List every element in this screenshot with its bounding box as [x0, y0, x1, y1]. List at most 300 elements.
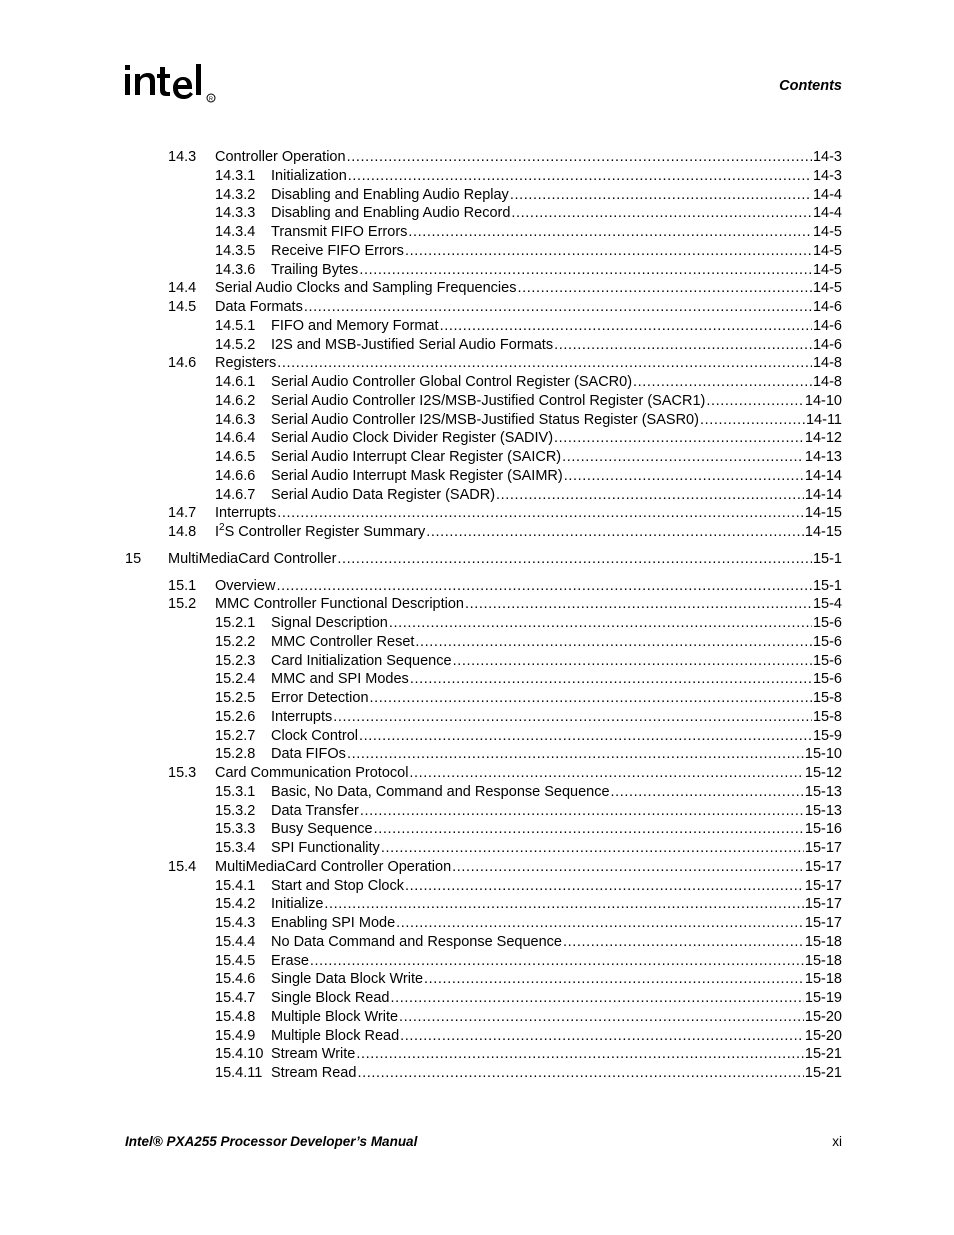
toc-entry-number: 15.2.8: [215, 746, 256, 763]
toc-entry-line: [168, 550, 842, 569]
toc-leader-dots: [359, 261, 812, 280]
toc-entry-page: 14-14: [804, 467, 842, 484]
toc-leader-dots: [374, 820, 804, 839]
toc-entry-page: 14-11: [805, 411, 842, 428]
toc-entry[interactable]: [0, 858, 954, 877]
intel-logo-icon: [122, 58, 222, 114]
toc-entry-line: [215, 523, 842, 542]
toc-entry-page: 14-3: [812, 167, 842, 184]
toc-entry[interactable]: [0, 708, 954, 727]
toc-entry-line: [215, 354, 842, 373]
toc-entry-number: 14.3.5: [215, 242, 256, 259]
toc-entry-number: 15.4.3: [215, 915, 256, 931]
toc-entry-number: 14.5.2: [215, 336, 256, 353]
toc-leader-dots: [310, 952, 804, 971]
toc-entry[interactable]: [0, 317, 954, 336]
toc-entry-title: MMC Controller Functional Description: [215, 596, 464, 613]
toc-entry-number: 15.4.5: [215, 952, 256, 969]
toc-entry-page: 15-12: [804, 765, 842, 781]
toc-entry[interactable]: [0, 652, 954, 671]
toc-entry-title: Stream Read: [271, 1065, 357, 1081]
toc-entry-line: [271, 895, 842, 914]
toc-entry-number: 15.2.5: [215, 690, 256, 706]
toc-entry-page: 15-6: [812, 633, 842, 650]
toc-entry-page: 15-6: [812, 615, 842, 631]
toc-entry-title: Trailing Bytes: [271, 261, 359, 278]
toc-entry[interactable]: [0, 550, 954, 569]
toc-entry-title-prefix: I: [215, 524, 220, 540]
toc-entry-line: [271, 373, 842, 392]
footer-page-number: xi: [832, 1134, 842, 1149]
toc-entry-title: FIFO and Memory Format: [271, 317, 439, 334]
toc-entry-page: 15-17: [804, 915, 842, 931]
toc-entry-line: [215, 595, 842, 614]
toc-entry[interactable]: [0, 933, 954, 952]
toc-entry-page: 14-15: [804, 524, 842, 540]
toc-entry-line: [271, 633, 842, 652]
toc-entry-line: [271, 689, 842, 708]
toc-entry-line: [271, 652, 842, 671]
toc-entry-line: [271, 877, 842, 896]
toc-leader-dots: [357, 1064, 803, 1083]
toc-entry[interactable]: [0, 614, 954, 633]
toc-entry-line: [215, 298, 842, 317]
toc-entry-title: Enabling SPI Mode: [271, 915, 396, 931]
toc-entry[interactable]: [0, 448, 954, 467]
toc-entry-number: 14.6: [168, 355, 197, 372]
toc-entry-title: Stream Write: [271, 1046, 356, 1063]
toc-entry-title: SPI Functionality: [271, 840, 380, 856]
toc-leader-dots: [391, 989, 804, 1008]
toc-entry-number: 15.3.1: [215, 783, 256, 800]
toc-entry-line: [271, 261, 842, 280]
toc-entry-line: [271, 411, 842, 430]
toc-entry-number: 15.4: [168, 858, 197, 875]
toc-entry-page: 14-15: [804, 505, 842, 522]
toc-entry-number: 15.3.3: [215, 821, 256, 838]
toc-entry-title: Overview: [215, 577, 276, 594]
toc-entry-title: No Data Command and Response Sequence: [271, 933, 562, 950]
toc-entry-line: [271, 448, 842, 467]
toc-entry-title: Basic, No Data, Command and Response Sequence: [271, 783, 610, 800]
toc-entry-line: [271, 708, 842, 727]
toc-entry[interactable]: [0, 764, 954, 783]
toc-entry-page: 14-10: [804, 392, 842, 409]
toc-leader-dots: [510, 186, 812, 205]
toc-entry-line: [271, 1045, 842, 1064]
toc-entry-title: MMC Controller Reset: [271, 633, 415, 650]
toc-entry[interactable]: [0, 745, 954, 764]
toc-entry-number: 15.1: [168, 577, 197, 594]
toc-entry-line: [215, 279, 842, 298]
toc-entry-title: Multiple Block Read: [271, 1027, 400, 1044]
toc-entry-page: 15-20: [804, 1008, 842, 1025]
toc-leader-dots: [360, 802, 804, 821]
toc-entry[interactable]: [0, 670, 954, 689]
toc-entry-number: 15.3: [168, 765, 197, 781]
toc-entry-line: [271, 167, 842, 186]
toc-entry[interactable]: [0, 1008, 954, 1027]
toc-entry-title: Signal Description: [271, 615, 388, 631]
toc-entry-page: 14-6: [812, 317, 842, 334]
toc-leader-dots: [453, 652, 812, 671]
toc-entry-title: MultiMediaCard Controller Operation: [215, 858, 452, 875]
toc-entry[interactable]: [0, 1064, 954, 1083]
toc-entry-title: Data Formats: [215, 299, 303, 315]
toc-entry[interactable]: [0, 486, 954, 505]
toc-leader-dots: [399, 1008, 804, 1027]
toc-entry-number: 15.2.3: [215, 652, 256, 669]
toc-entry-line: [271, 1008, 842, 1027]
toc-leader-dots: [563, 933, 804, 952]
toc-entry-title: [215, 523, 425, 542]
toc-entry-title: Erase: [271, 952, 309, 969]
toc-entry-title: Error Detection: [271, 690, 369, 706]
toc-entry-line: [215, 577, 842, 596]
toc-entry-number: 15.4.11: [215, 1065, 263, 1081]
toc-entry-page: 15-8: [812, 690, 842, 706]
toc-leader-dots: [517, 279, 812, 298]
toc-entry-number: 15.2.6: [215, 708, 256, 725]
toc-entry-page: 15-19: [804, 990, 842, 1006]
toc-entry[interactable]: [0, 802, 954, 821]
toc-entry-line: [271, 783, 842, 802]
toc-entry-line: [271, 392, 842, 411]
toc-entry-number: 14.6.2: [215, 392, 256, 409]
toc-entry-number: 15.2.4: [215, 671, 256, 688]
toc-leader-dots: [700, 411, 805, 430]
toc-entry-page: 15-17: [804, 840, 842, 856]
toc-leader-dots: [511, 204, 812, 223]
toc-entry[interactable]: [0, 223, 954, 242]
toc-entry-title-superscript: 2: [219, 522, 225, 534]
toc-entry[interactable]: [0, 1027, 954, 1046]
toc-entry-page: 15-21: [804, 1046, 842, 1063]
toc-entry-line: [271, 204, 842, 223]
toc-entry-title: Initialize: [271, 896, 324, 913]
toc-entry-number: 15.4.10: [215, 1046, 264, 1063]
toc-entry-number: 15.2.7: [215, 727, 256, 744]
toc-leader-dots: [426, 523, 804, 542]
toc-leader-dots: [611, 783, 804, 802]
toc-entry[interactable]: [0, 820, 954, 839]
toc-entry-title: Serial Audio Data Register (SADR): [271, 486, 496, 503]
toc-entry-line: [271, 486, 842, 505]
toc-entry-line: [271, 242, 842, 261]
toc-entry[interactable]: [0, 504, 954, 523]
toc-entry-line: [271, 614, 842, 633]
toc-entry-title: Interrupts: [271, 708, 333, 725]
toc-entry-number: 14.3.1: [215, 167, 256, 184]
toc-entry-title: Transmit FIFO Errors: [271, 224, 408, 240]
toc-entry-title: Serial Audio Controller Global Control Register (SACR0): [271, 374, 633, 390]
toc-entry-number: 15.4.6: [215, 971, 256, 988]
table-of-contents: [0, 148, 954, 1083]
toc-leader-dots: [276, 577, 812, 596]
toc-leader-dots: [554, 336, 812, 355]
toc-entry-title: Card Communication Protocol: [215, 765, 409, 781]
toc-entry-number: 15.4.9: [215, 1027, 256, 1044]
toc-entry-number: 14.8: [168, 524, 197, 540]
toc-leader-dots: [424, 970, 804, 989]
toc-entry[interactable]: [0, 429, 954, 448]
toc-entry[interactable]: [0, 970, 954, 989]
toc-entry-page: 15-13: [804, 802, 842, 819]
toc-entry-page: 15-17: [804, 877, 842, 894]
toc-entry-number: 14.3.6: [215, 261, 256, 278]
toc-entry-title: Serial Audio Clocks and Sampling Frequencies: [215, 280, 517, 297]
toc-entry-line: [271, 839, 842, 858]
toc-entry-line: [271, 989, 842, 1008]
toc-entry-line: [271, 336, 842, 355]
toc-entry-page: 15-18: [804, 971, 842, 988]
toc-entry-title: Single Block Read: [271, 990, 390, 1006]
toc-entry-number: 15.3.4: [215, 840, 256, 856]
toc-entry-title: Disabling and Enabling Audio Replay: [271, 186, 509, 203]
toc-entry-title: Serial Audio Controller I2S/MSB-Justified Status Register (SASR0): [271, 411, 699, 428]
toc-entry-number: 15.4.7: [215, 990, 256, 1006]
toc-leader-dots: [496, 486, 804, 505]
toc-entry[interactable]: [0, 148, 954, 167]
toc-entry-title: Serial Audio Interrupt Mask Register (SAIMR): [271, 467, 563, 484]
toc-entry-title: Receive FIFO Errors: [271, 242, 404, 259]
toc-leader-dots: [356, 1045, 804, 1064]
toc-entry[interactable]: [0, 298, 954, 317]
toc-entry-number: 15.2.2: [215, 633, 256, 650]
toc-entry-page: 15-4: [812, 596, 842, 613]
toc-entry-number: 14.7: [168, 505, 197, 522]
toc-entry-line: [271, 914, 842, 933]
toc-entry-title: Data FIFOs: [271, 746, 346, 763]
toc-entry-line: [215, 504, 842, 523]
toc-entry-number: 15.3.2: [215, 802, 256, 819]
toc-entry[interactable]: [0, 633, 954, 652]
toc-entry-page: 15-18: [804, 933, 842, 950]
toc-entry[interactable]: [0, 167, 954, 186]
toc-entry-title: Data Transfer: [271, 802, 359, 819]
toc-entry[interactable]: [0, 577, 954, 596]
toc-entry-title: Serial Audio Clock Divider Register (SADIV): [271, 430, 554, 447]
toc-entry[interactable]: [0, 261, 954, 280]
toc-entry[interactable]: [0, 727, 954, 746]
toc-entry[interactable]: [0, 989, 954, 1008]
toc-entry-page: 14-5: [812, 224, 842, 240]
toc-entry-number: 14.6.4: [215, 430, 256, 447]
toc-entry-title: Disabling and Enabling Audio Record: [271, 205, 511, 222]
toc-entry-number: 15.4.2: [215, 896, 256, 913]
toc-entry-number: 14.6.6: [215, 467, 256, 484]
toc-entry-title: Single Data Block Write: [271, 971, 424, 988]
toc-entry[interactable]: [0, 877, 954, 896]
toc-entry-page: 15-18: [804, 952, 842, 969]
toc-entry-line: [271, 317, 842, 336]
toc-leader-dots: [452, 858, 804, 877]
toc-entry-number: 15.4.1: [215, 877, 256, 894]
toc-leader-dots: [405, 242, 812, 261]
toc-entry[interactable]: [0, 595, 954, 614]
toc-leader-dots: [370, 689, 812, 708]
toc-leader-dots: [347, 745, 804, 764]
toc-entry-title: Multiple Block Write: [271, 1008, 399, 1025]
toc-entry-page: 15-10: [804, 746, 842, 763]
toc-entry-number: 14.4: [168, 280, 197, 297]
toc-entry-title: Registers: [215, 355, 277, 372]
toc-entry[interactable]: [0, 354, 954, 373]
toc-entry[interactable]: [0, 783, 954, 802]
svg-text:R: R: [209, 96, 213, 103]
toc-entry-line: [271, 429, 842, 448]
toc-leader-dots: [348, 167, 812, 186]
toc-entry[interactable]: [0, 392, 954, 411]
toc-leader-dots: [359, 727, 812, 746]
toc-entry-number: 15: [125, 550, 142, 567]
toc-entry-title: Card Initialization Sequence: [271, 652, 452, 669]
toc-entry-number: 14.6.5: [215, 449, 256, 465]
toc-entry-line: [271, 933, 842, 952]
toc-entry-line: [215, 148, 842, 167]
toc-entry-line: [271, 820, 842, 839]
toc-leader-dots: [347, 148, 812, 167]
toc-entry-page: 15-21: [804, 1065, 842, 1081]
toc-leader-dots: [409, 764, 803, 783]
toc-entry[interactable]: [0, 186, 954, 205]
toc-entry[interactable]: [0, 1045, 954, 1064]
toc-entry-number: 14.3: [168, 149, 197, 165]
toc-entry-number: 15.2: [168, 596, 197, 613]
toc-entry-page: 14-5: [812, 261, 842, 278]
toc-entry-line: [271, 1064, 842, 1083]
toc-leader-dots: [706, 392, 804, 411]
toc-leader-dots: [381, 839, 804, 858]
toc-entry-title: Clock Control: [271, 727, 359, 744]
toc-entry-line: [215, 858, 842, 877]
toc-entry-line: [271, 727, 842, 746]
toc-entry-title: Busy Sequence: [271, 821, 373, 838]
toc-entry-number: 14.3.4: [215, 224, 256, 240]
toc-entry-title: Interrupts: [215, 505, 277, 522]
toc-entry-page: 15-17: [804, 858, 842, 875]
toc-leader-dots: [562, 448, 804, 467]
footer-manual-title: Intel® PXA255 Processor Developer’s Manual: [125, 1134, 418, 1149]
toc-entry-page: 15-1: [812, 577, 842, 594]
toc-entry-page: 14-3: [812, 149, 842, 165]
toc-entry-line: [271, 970, 842, 989]
intel-logo: [122, 58, 222, 114]
toc-entry-page: 15-9: [812, 727, 842, 744]
toc-entry-line: [271, 467, 842, 486]
toc-entry-page: 14-12: [804, 430, 842, 447]
toc-entry-number: 14.6.1: [215, 374, 256, 390]
toc-entry-line: [271, 745, 842, 764]
toc-entry-line: [271, 952, 842, 971]
toc-leader-dots: [408, 223, 812, 242]
toc-entry-line: [271, 1027, 842, 1046]
toc-leader-dots: [440, 317, 812, 336]
toc-leader-dots: [337, 550, 812, 569]
toc-entry[interactable]: [0, 279, 954, 298]
toc-leader-dots: [415, 633, 812, 652]
toc-entry-line: [271, 802, 842, 821]
toc-entry-page: 14-8: [812, 355, 842, 372]
toc-entry-page: 14-6: [812, 299, 842, 315]
toc-entry-page: 15-20: [804, 1027, 842, 1044]
toc-entry-page: 15-17: [804, 896, 842, 913]
toc-entry-page: 14-4: [812, 186, 842, 203]
toc-entry[interactable]: [0, 373, 954, 392]
toc-entry-page: 14-4: [812, 205, 842, 222]
toc-entry-title: Start and Stop Clock: [271, 877, 404, 894]
toc-entry-number: 14.6.7: [215, 486, 256, 503]
toc-entry-page: 14-6: [812, 336, 842, 353]
toc-entry[interactable]: [0, 204, 954, 223]
toc-entry-number: 14.5.1: [215, 317, 256, 334]
toc-entry-line: [215, 764, 842, 783]
toc-entry-line: [271, 670, 842, 689]
toc-entry-page: 15-1: [812, 550, 842, 567]
toc-entry[interactable]: [0, 411, 954, 430]
toc-leader-dots: [389, 614, 812, 633]
toc-entry-page: 14-14: [804, 486, 842, 503]
toc-entry-page: 14-13: [804, 449, 842, 465]
toc-leader-dots: [277, 504, 804, 523]
toc-entry-title: Controller Operation: [215, 149, 346, 165]
toc-entry-line: [271, 223, 842, 242]
toc-leader-dots: [564, 467, 804, 486]
toc-leader-dots: [633, 373, 812, 392]
toc-leader-dots: [277, 354, 812, 373]
toc-leader-dots: [304, 298, 812, 317]
toc-entry-page: 15-6: [812, 671, 842, 688]
toc-entry-line: [271, 186, 842, 205]
toc-entry-page: 14-5: [812, 242, 842, 259]
toc-entry-page: 14-8: [812, 374, 842, 390]
toc-leader-dots: [324, 895, 804, 914]
toc-entry-title: MultiMediaCard Controller: [168, 550, 337, 567]
toc-entry[interactable]: [0, 952, 954, 971]
toc-entry[interactable]: [0, 914, 954, 933]
toc-entry-page: 15-8: [812, 708, 842, 725]
section-header: Contents: [779, 78, 842, 94]
toc-entry[interactable]: [0, 467, 954, 486]
toc-entry[interactable]: [0, 336, 954, 355]
toc-entry[interactable]: [0, 242, 954, 261]
toc-entry-title: Initialization: [271, 167, 347, 184]
toc-entry-page: 15-16: [804, 821, 842, 838]
toc-entry-number: 14.3.2: [215, 186, 256, 203]
toc-entry[interactable]: [0, 895, 954, 914]
toc-entry[interactable]: [0, 839, 954, 858]
toc-entry-number: 15.4.8: [215, 1008, 256, 1025]
toc-entry[interactable]: [0, 689, 954, 708]
toc-leader-dots: [465, 595, 812, 614]
toc-leader-dots: [400, 1027, 804, 1046]
toc-entry-title: MMC and SPI Modes: [271, 671, 409, 688]
toc-entry[interactable]: [0, 523, 954, 542]
toc-leader-dots: [396, 914, 804, 933]
toc-entry-number: 14.5: [168, 299, 197, 315]
toc-leader-dots: [405, 877, 804, 896]
toc-entry-title-text: S Controller Register Summary: [224, 524, 426, 540]
toc-entry-number: 15.2.1: [215, 615, 256, 631]
toc-leader-dots: [333, 708, 812, 727]
toc-entry-title: Serial Audio Controller I2S/MSB-Justified Control Register (SACR1): [271, 392, 706, 409]
toc-leader-dots: [554, 429, 804, 448]
toc-entry-number: 14.6.3: [215, 411, 256, 428]
toc-entry-number: 15.4.4: [215, 933, 256, 950]
toc-entry-title: Serial Audio Interrupt Clear Register (SAICR): [271, 449, 562, 465]
toc-entry-page: 14-5: [812, 280, 842, 297]
toc-entry-number: 14.3.3: [215, 205, 256, 222]
